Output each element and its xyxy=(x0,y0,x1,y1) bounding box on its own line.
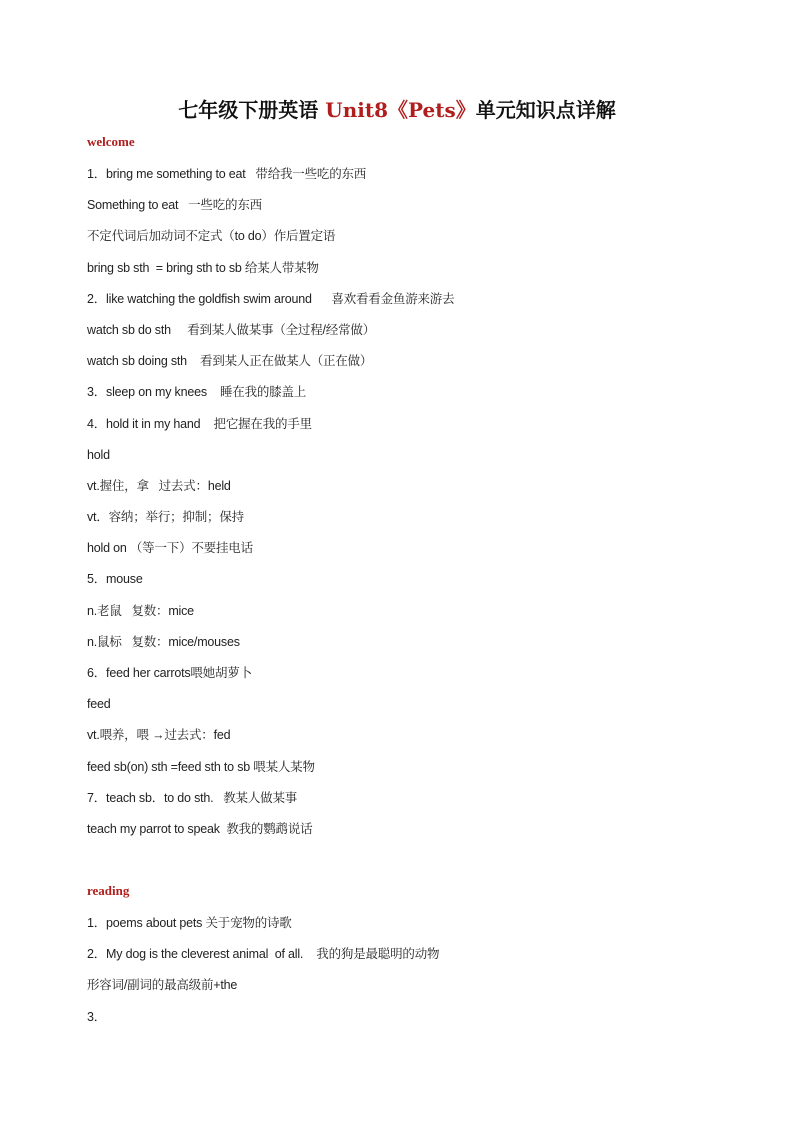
text-line: Something to eat 一些吃的东西 xyxy=(87,198,262,213)
text-line: 1．poems about pets 关于宠物的诗歌 xyxy=(87,916,292,930)
text-line: vt.喂养，喂 →过去式：fed xyxy=(87,728,231,743)
text-line: n.鼠标 复数：mice/mouses xyxy=(87,634,240,649)
text-line: 形容词/副词的最高级前+the xyxy=(87,978,238,993)
text-line: 7．teach sb．to do sth. 教某人做某事 xyxy=(87,790,298,805)
text-line: vt.握住，拿 过去式：held xyxy=(87,478,231,493)
text-line: 1．bring me something to eat 带给我一些吃的东西 xyxy=(87,167,367,181)
welcome-list xyxy=(87,164,727,850)
text-line: 6．feed her carrots喂她胡萝卜 xyxy=(87,666,252,680)
text-line: watch sb doing sth 看到某人正在做某人（正在做） xyxy=(87,354,373,369)
title-prefix: 七年级下册英语 xyxy=(178,98,326,122)
text-line: feed xyxy=(87,697,111,712)
text-line: 2．My dog is the cleverest animal of all. 我的狗是最聪明的动物 xyxy=(87,947,440,962)
text-line: watch sb do sth 看到某人做某事（全过程/经常做） xyxy=(87,322,375,337)
text-line: teach my parrot to speak 教我的鹦鹉说话 xyxy=(87,821,313,836)
text-line: 3． xyxy=(87,1009,107,1024)
text-line: bring sb sth = bring sth to sb 给某人带某物 xyxy=(87,260,319,275)
section-heading-welcome: welcome xyxy=(87,134,135,149)
page-title xyxy=(0,94,794,123)
text-line: vt．容纳；举行；抑制；保持 xyxy=(87,510,244,525)
text-line: 4．hold it in my hand 把它握在我的手里 xyxy=(87,416,312,431)
text-line: 3．sleep on my knees 睡在我的膝盖上 xyxy=(87,385,307,400)
text-line: hold xyxy=(87,447,110,462)
text-line: 不定代词后加动词不定式（to do）作后置定语 xyxy=(87,229,336,244)
title-unit: Unit8《Pets》 xyxy=(325,98,476,122)
title-suffix: 单元知识点详解 xyxy=(475,98,616,122)
text-line: 5．mouse xyxy=(87,572,143,587)
text-line: hold on （等一下）不要挂电话 xyxy=(87,541,253,556)
text-line: n.老鼠 复数：mice xyxy=(87,603,194,618)
text-line: 2．like watching the goldfish swim around 喜欢看看金鱼游来游去 xyxy=(87,291,455,306)
reading-list xyxy=(87,913,727,1038)
text-line: feed sb(on) sth =feed sth to sb 喂某人某物 xyxy=(87,759,315,774)
section-heading-reading: reading xyxy=(87,883,130,898)
